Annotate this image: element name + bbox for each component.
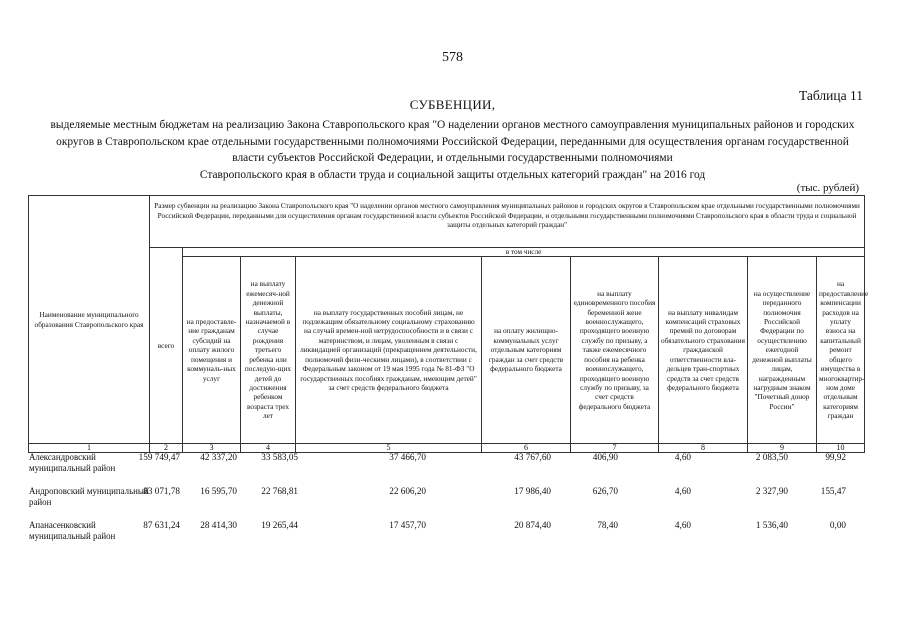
value-military-family: 78,40: [597, 520, 618, 530]
value-state-benefits: 37 466,70: [389, 452, 426, 462]
value-state-benefits: 17 457,70: [389, 520, 426, 530]
table-row: [28, 486, 864, 520]
subtitle-line: выделяемые местным бюджетам на реализацию Закона Ставропольского края "О наделении органов местного самоуправления муниципальных районов и городских: [50, 119, 855, 131]
subtitle-line: Ставропольского края в области труда и социальной защиты отдельных категорий граждан" на 2016 год: [199, 168, 706, 181]
subtitle-line: округов в Ставропольском крае отдельными государственными полномочиями Российской Федерации, переданными для осуществления органам государственной: [56, 135, 849, 148]
subtitle-line: власти субъектов Российской Федерации, и отдельными государственными полномочиями: [232, 152, 673, 164]
value-donor: 2 083,50: [755, 452, 788, 462]
value-insurance-comp: 4,60: [674, 452, 691, 462]
header-col-8: на выплату инвалидам компенсаций страховых премий по договорам обязательного страхования гражданской ответственности вла-дельцев тран-спортных средств за счет средств федерального бюджета: [659, 257, 748, 444]
value-third-child: 22 768,81: [261, 486, 298, 496]
header-municipality: Наименование муниципального образования Ставропольского края: [29, 196, 150, 444]
header-col-9: на осуществление переданного полномочия Российской Федерации по осуществлению ежегодной денежной выплаты лицам, награжденным нагрудным знаком "Почетный донор России": [748, 257, 817, 444]
value-total: 159 749,47: [138, 452, 180, 462]
value-housing-subsidy: 28 414,30: [200, 520, 237, 530]
value-housing-subsidy: 42 337,20: [200, 452, 237, 462]
col-number: 4: [241, 444, 296, 453]
municipality-name: Александровский муниципальный район: [29, 452, 116, 473]
header-total: всего: [150, 248, 183, 444]
document-subtitle: [50, 117, 855, 183]
value-utilities: 20 874,40: [514, 520, 551, 530]
col-number: 6: [482, 444, 571, 453]
table-label: Таблица 11: [799, 88, 863, 103]
value-utilities: 17 986,40: [514, 486, 551, 496]
header-col-3: на предоставле-ние гражданам субсидий на оплату жилого помещения и коммуналь-ных услуг: [183, 257, 241, 444]
value-donor: 1 536,40: [755, 520, 788, 530]
value-total: 87 631,24: [143, 520, 180, 530]
units-label: (тыс. рублей): [796, 182, 859, 194]
document-title: СУБВЕНЦИИ,: [409, 97, 496, 112]
value-donor: 2 327,90: [755, 486, 788, 496]
header-col-10: на предоставление компенсации расходов на уплату взноса на капитальный ремонт общего имущества в многоквартир-ном доме отдельным категориям граждан: [817, 257, 865, 444]
value-state-benefits: 22 606,20: [389, 486, 426, 496]
value-total: 83 071,78: [143, 486, 180, 496]
table-row: [28, 452, 864, 486]
col-number: 10: [817, 444, 865, 453]
header-col-4: на выплату ежемесяч-ной денежной выплаты, назначаемой в случае рождения третьего ребенка или последую-щих детей до достижения ребенком возраста трех лет: [241, 257, 296, 444]
page-number: 578: [442, 50, 463, 65]
value-third-child: 33 583,05: [261, 452, 298, 462]
subsidy-table-header: [28, 195, 869, 453]
col-number: 3: [183, 444, 241, 453]
value-housing-subsidy: 16 595,70: [200, 486, 237, 496]
header-subsidy-size: Размер субвенции на реализацию Закона Ставропольского края "О наделении органов местного самоуправления муниципальных районов и городских округов в Ставропольском крае отдельными государственными полномочиями Российской Федерации, переданными для осуществления органам государственной власти субъектов Российской Федерации, и отдельными государственными полномочиями Ставропольского края в области труда и социальной защиты отдельных категорий граждан": [150, 196, 865, 248]
value-military-family: 406,90: [592, 452, 618, 462]
col-number: 7: [571, 444, 659, 453]
value-insurance-comp: 4,60: [674, 520, 691, 530]
value-capital-repair: 99,92: [825, 452, 846, 462]
municipality-name: Андроповский муниципальный район: [29, 486, 149, 507]
value-capital-repair: 0,00: [829, 520, 846, 530]
header-including: в том числе: [183, 248, 865, 257]
table-body: [28, 452, 864, 554]
col-number: 2: [150, 444, 183, 453]
value-capital-repair: 155,47: [820, 486, 846, 496]
value-military-family: 626,70: [592, 486, 618, 496]
col-number: 1: [29, 444, 150, 453]
value-insurance-comp: 4,60: [674, 486, 691, 496]
header-col-7: на выплату единовременного пособия беременной жене военнослужащего, проходящего военную службу по призыву, а также ежемесячного пособия на ребенка военнослужащего, проходящего военную службу по призыву, за счет средств федерального бюджета: [571, 257, 659, 444]
header-col-6: на оплату жилищно-коммунальных услуг отдельным категориям граждан за счет средств федерального бюджета: [482, 257, 571, 444]
col-number: 9: [748, 444, 817, 453]
table-row: [28, 520, 864, 554]
col-number: 8: [659, 444, 748, 453]
municipality-name: Апанасенковский муниципальный район: [29, 520, 116, 541]
value-third-child: 19 265,44: [261, 520, 298, 530]
col-number: 5: [296, 444, 482, 453]
header-col-5: на выплату государственных пособий лицам, не подлежащим обязательному социальному страхованию на случай времен-ной нетрудоспособности и в связи с материнством, и лицам, уволенным в связи с ликвидацией организаций (прекращением деятельности, полномочий физи-ческими лицами), в соответствии с Федеральным законом от 19 мая 1995 года № 81-ФЗ "О государственных пособиях гражданам, имеющим детей" за счет средств федерального бюджета: [296, 257, 482, 444]
value-utilities: 43 767,60: [514, 452, 551, 462]
